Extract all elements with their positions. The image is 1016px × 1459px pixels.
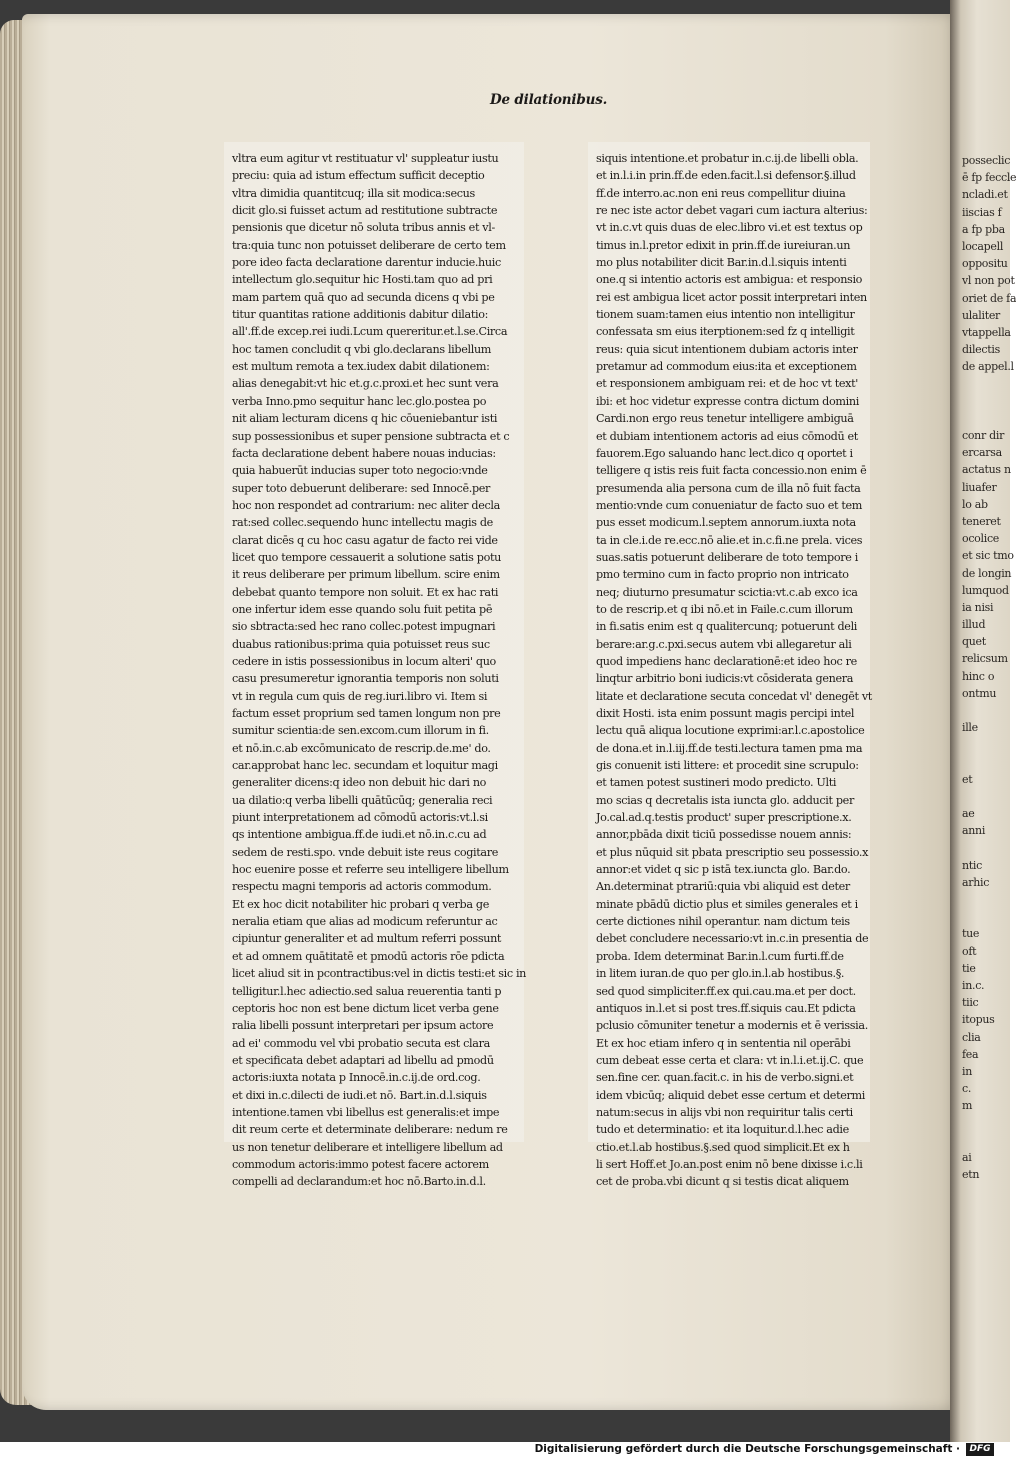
facing-text-line xyxy=(962,788,1012,805)
text-line: us non tenetur deliberare et intelligere libellum ad xyxy=(232,1140,503,1154)
facing-text-line: ulaliter xyxy=(962,308,1000,322)
text-line: to de rescrip.et q ibi nō.et in Faile.c.cum illorum xyxy=(596,602,853,616)
text-line: verba Inno.pmo sequitur hanc lec.glo.postea po xyxy=(232,394,487,408)
facing-text-line: ncladi.et xyxy=(962,188,1008,202)
facing-text-line: ille xyxy=(962,721,978,735)
text-line: certe dictiones nihil operantur. nam dictum teis xyxy=(596,915,850,929)
digitization-footer xyxy=(0,1442,1000,1459)
text-line: mentio:vnde cum conueniatur de facto suo et tem xyxy=(596,498,862,512)
facing-text-line: iiscias f xyxy=(962,205,1002,219)
facing-text-line: anni xyxy=(962,824,986,838)
facing-text-line: posseclic xyxy=(962,154,1011,167)
text-line: Jo.cal.ad.q.testis product' super prescriptione.x. xyxy=(596,811,852,825)
text-line: est multum remota a tex.iudex dabit dilationem: xyxy=(232,360,490,374)
text-line: cipiuntur generaliter et ad multum referri possunt xyxy=(232,932,502,946)
text-line: all'.ff.de excep.rei iudi.Lcum quereritur.et.l.se.Circa xyxy=(232,325,508,339)
text-line: vltra eum agitur vt restituatur vl' suppleatur iustu xyxy=(232,152,499,165)
text-line: qs intentione ambigua.ff.de iudi.et nō.in.c.cu ad xyxy=(232,828,487,842)
text-line: pretamur ad commodum eius:ita et exceptionem xyxy=(596,360,857,374)
text-line: sumitur scientia:de sen.excom.cum illorum in fi. xyxy=(232,724,489,738)
text-line: nit aliam lecturam dicens q hic cōueniebantur isti xyxy=(232,412,498,426)
text-line: gis conuenit isti littere: et procedit sine scrupulo: xyxy=(596,759,859,773)
facing-text-line: tie xyxy=(962,961,976,975)
text-line: licet quo tempore cessauerit a solutione satis potu xyxy=(232,550,501,564)
facing-text-line: ē fp feccle xyxy=(962,171,1016,185)
text-line: car.approbat hanc lec. secundam et loquitur magi xyxy=(232,759,498,773)
facing-text-line: hinc o xyxy=(962,669,995,683)
facing-text-line: locapell xyxy=(962,239,1004,253)
text-line: li sert Hoff.et Jo.an.post enim nō bene dixisse i.c.li xyxy=(596,1157,863,1171)
text-line: hoc tamen concludit q vbi glo.declarans libellum xyxy=(232,342,492,356)
text-line: annor:et videt q sic p istā tex.iuncta glo. Bar.do. xyxy=(596,863,851,877)
text-line: ad ei' commodu vel vbi probatio secuta est clara xyxy=(232,1036,490,1050)
text-line: litate et declaratione secuta concedat vl' denegēt vt xyxy=(596,689,872,703)
text-line: compelli ad declarandum:et hoc nō.Barto.in.d.l. xyxy=(232,1175,486,1189)
facing-text-line xyxy=(962,410,1012,427)
dfg-logo-icon: DFG xyxy=(966,1443,994,1456)
text-line: reus: quia sicut intentionem dubiam actoris inter xyxy=(596,342,858,356)
facing-text-line: dilectis xyxy=(962,343,1000,357)
text-line: dixit Hosti. ista enim possunt magis percipi intel xyxy=(596,707,855,720)
facing-text-line: de appel.l xyxy=(962,360,1014,374)
text-line: et tamen potest sustineri modo predicto. Ulti xyxy=(596,776,837,790)
text-line: rei est ambigua licet actor possit interpretari inten xyxy=(596,290,867,304)
text-line: it reus deliberare per primum libellum. scire enim xyxy=(232,568,500,582)
facing-text-line xyxy=(962,736,1012,753)
text-line: licet aliud sit in pcontractibus:vel in dictis testi:et sic in xyxy=(232,967,527,981)
facing-text-line: teneret xyxy=(962,514,1001,528)
text-line: pmo termino cum in facto proprio non intricato xyxy=(596,568,849,582)
facing-text-line: vl non pot xyxy=(962,274,1015,288)
text-line: duabus rationibus:prima quia potuisset reus suc xyxy=(232,637,490,651)
text-line: et dixi in.c.dilecti de iudi.et nō. Bart.in.d.l.siquis xyxy=(232,1088,487,1102)
facing-text-line: vtappella xyxy=(962,325,1011,339)
facing-text-line xyxy=(962,754,1012,771)
text-line: tra:quia tunc non potuisset deliberare de certo tem xyxy=(232,238,506,252)
text-line: sen.fine cer. quan.facit.c. in his de verbo.signi.et xyxy=(596,1071,854,1085)
facing-text-line: quet xyxy=(962,635,986,649)
text-line: dicit glo.si fuisset actum ad restitutione subtracte xyxy=(232,204,498,218)
text-line: factum esset proprium sed tamen longum non pre xyxy=(232,707,501,720)
text-line: et in.l.i.in prin.ff.de eden.facit.l.si defensor.§.illud xyxy=(596,169,856,183)
facing-text-line: etn xyxy=(962,1168,980,1182)
facing-text-line xyxy=(962,1115,1012,1132)
text-line: et nō.in.c.ab excōmunicato de rescrip.de.me' do. xyxy=(232,741,491,755)
text-line: de dona.et in.l.iij.ff.de testi.lectura tamen pma ma xyxy=(596,741,863,755)
text-line: et responsionem ambiguam rei: et de hoc vt text' xyxy=(596,377,858,391)
text-line: debet concludere necessario:vt in.c.in presentia de xyxy=(596,932,869,946)
text-line: vt in.c.vt quis duas de elec.libro vi.et est textus op xyxy=(596,221,863,235)
text-line: lectu quā aliqua locutione exprimi:ar.l.c.apostolice xyxy=(596,724,865,738)
text-line: timus in.l.pretor edixit in prin.ff.de iureiuran.un xyxy=(596,238,851,252)
text-line: sup possessionibus et super pensione subtracta et c xyxy=(232,429,510,443)
facing-text-line: ntic xyxy=(962,858,982,872)
facing-text-line: et sic tmo xyxy=(962,549,1014,563)
text-line: preciu: quia ad istum effectum sufficit deceptio xyxy=(232,169,485,183)
facing-text-line: ontmu xyxy=(962,686,997,700)
text-line: clarat dicēs q cu hoc casu agatur de facto rei vide xyxy=(232,533,498,547)
facing-text-line: m xyxy=(962,1099,973,1113)
text-line: facta declaratione debent habere nouas inducias: xyxy=(232,446,496,460)
text-line: super toto debuerunt deliberare: sed Innocē.per xyxy=(232,481,491,495)
text-line: actoris:iuxta notata p Innocē.in.c.ij.de ord.cog. xyxy=(232,1071,481,1085)
text-line: alias denegabit:vt hic et.g.c.proxi.et hec sunt vera xyxy=(232,377,499,391)
facing-text-line: tue xyxy=(962,927,980,941)
text-line: sio sbtracta:sed hec rano collec.potest impugnari xyxy=(232,620,496,634)
text-line: berare:ar.g.c.pxi.secus autem vbi allegaretur ali xyxy=(596,637,852,651)
text-line: generaliter dicens:q ideo non debuit hic dari no xyxy=(232,776,487,790)
facing-text-line: lumquod xyxy=(962,583,1009,597)
text-line: sedem de resti.spo. vnde debuit iste reus cogitare xyxy=(232,845,499,859)
text-line: mo scias q decretalis ista iuncta glo. adducit per xyxy=(596,793,854,807)
text-line: intentione.tamen vbi libellus est generalis:et impe xyxy=(232,1105,500,1119)
text-line: cedere in istis possessionibus in locum alteri' quo xyxy=(232,654,496,668)
text-line: minate pbādū dictio plus et similes generales et i xyxy=(596,897,858,911)
text-line: quod impediens hanc declarationē:et ideo hoc re xyxy=(596,654,857,668)
text-line: debebat quanto tempore non soluit. Et ex hac rati xyxy=(232,585,499,599)
facing-text-line: c. xyxy=(962,1082,972,1096)
facing-text-line xyxy=(962,891,1012,908)
text-line: proba. Idem determinat Bar.in.l.cum furti.ff.de xyxy=(596,949,844,963)
facing-text-line: fea xyxy=(962,1047,979,1061)
facing-text-line: conr dir xyxy=(962,429,1005,442)
text-line: Et ex hoc dicit notabiliter hic probari q verba ge xyxy=(232,897,489,911)
text-line: hoc euenire posse et referre seu intelligere libellum xyxy=(232,863,509,877)
text-line: neq; diuturno presumatur scictia:vt.c.ab exco ica xyxy=(596,585,858,599)
facing-text-line xyxy=(962,702,1012,719)
text-line: et dubiam intentionem actoris ad eius cōmodū et xyxy=(596,429,858,443)
right-text-column xyxy=(596,150,872,1191)
facing-text-line: ai xyxy=(962,1150,972,1164)
facing-text-line: itopus xyxy=(962,1013,995,1027)
running-head: De dilationibus. xyxy=(490,92,608,108)
facing-text-line: ercarsa xyxy=(962,446,1002,460)
text-line: idem vbicūq; aliquid debet esse certum et determi xyxy=(596,1088,865,1102)
text-line: vt in regula cum quis de reg.iuri.libro vi. Item si xyxy=(232,689,488,703)
facing-text-line: oriet de fa xyxy=(962,291,1016,305)
text-line: dit reum certe et determinate deliberare: nedum re xyxy=(232,1123,508,1137)
text-line: neralia etiam que alias ad modicum referuntur ac xyxy=(232,915,498,929)
text-line: ceptoris hoc non est bene dictum licet verba gene xyxy=(232,1001,499,1015)
text-line: hoc non respondet ad contrarium: nec aliter decla xyxy=(232,498,500,512)
text-line: in fi.satis enim est q qualitercunq; potuerunt deli xyxy=(596,620,858,634)
text-line: telligitur.l.hec adiectio.sed salua reuerentia tanti p xyxy=(232,984,502,998)
text-line: casu presumeretur ignorantia temporis non soluti xyxy=(232,672,499,686)
footer-credit-text: Digitalisierung gefördert durch die Deutsche Forschungsgemeinschaft · xyxy=(534,1443,960,1455)
text-line: piunt interpretationem ad cōmodū actoris:vt.l.si xyxy=(232,811,488,825)
text-line: mam partem quā quo ad secunda dicens q vbi pe xyxy=(232,290,495,304)
text-line: annor,pbāda dixit ticiū possedisse nouem annis: xyxy=(596,828,852,842)
text-line: natum:secus in alijs vbi non requiritur talis certi xyxy=(596,1105,853,1119)
text-line: et plus nūquid sit pbata prescriptio seu possessio.x xyxy=(596,845,869,859)
text-line: intellectum glo.sequitur hic Hosti.tam quo ad pri xyxy=(232,273,493,287)
text-line: quia habuerūt inducias super toto negocio:vnde xyxy=(232,464,488,478)
facing-text-line: tiic xyxy=(962,996,979,1010)
text-line: ua dilatio:q verba libelli quātūcūq; generalia reci xyxy=(232,793,493,807)
text-line: linqtur arbitrio boni iudicis:vt cōsiderata genera xyxy=(596,672,854,686)
text-line: titur quantitas ratione additionis dabitur dilatio: xyxy=(232,308,489,322)
facing-text-line xyxy=(962,1132,1012,1149)
facing-text-line: ia nisi xyxy=(962,600,994,614)
text-line: commodum actoris:immo potest facere actorem xyxy=(232,1157,489,1171)
left-text-column xyxy=(232,150,527,1191)
text-line: pensionis que dicetur nō soluta tribus annis et vl- xyxy=(232,221,495,235)
facing-text-line: oft xyxy=(962,944,977,958)
text-line: fauorem.Ego saluando hanc lect.dico q oportet i xyxy=(596,446,853,460)
facing-text-line: actatus n xyxy=(962,463,1011,477)
text-line: Et ex hoc etiam infero q in sententia nil operābi xyxy=(596,1036,851,1050)
facing-text-line xyxy=(962,375,1012,392)
facing-page xyxy=(950,0,1016,1442)
facing-text-line: ocolice xyxy=(962,532,1000,546)
text-line: tionem suam:tamen eius intentio non intelligitur xyxy=(596,308,855,322)
facing-text-line: oppositu xyxy=(962,257,1008,271)
facing-text-line: de longin xyxy=(962,566,1012,580)
text-line: pus esset modicum.l.septem annorum.iuxta nota xyxy=(596,516,856,530)
text-line: vltra dimidia quantitcuq; illa sit modica:secus xyxy=(232,186,475,200)
facing-text-line: a fp pba xyxy=(962,222,1005,236)
facing-text-line: illud xyxy=(962,618,986,632)
text-line: confessata sm eius iterptionem:sed fz q intelligit xyxy=(596,325,855,339)
text-line: siquis intentione.et probatur in.c.ij.de libelli obla. xyxy=(596,152,859,165)
facing-text-line: clia xyxy=(962,1030,981,1044)
text-line: telligere q istis reis fuit facta concessio.non enim ē xyxy=(596,464,867,478)
text-line: tudo et determinatio: et ita loquitur.d.l.hec adie xyxy=(596,1123,849,1137)
text-line: in litem iuran.de quo per glo.in.l.ab hostibus.§. xyxy=(596,967,845,981)
facing-text-line xyxy=(962,840,1012,857)
text-line: cum debeat esse certa et clara: vt in.l.i.et.ij.C. que xyxy=(596,1053,864,1067)
text-line: An.determinat ptrariū:quia vbi aliquid est deter xyxy=(596,880,850,894)
facing-text-line: ae xyxy=(962,807,975,821)
text-line: ff.de interro.ac.non eni reus compellitur diuina xyxy=(596,186,846,200)
text-line: sed quod simpliciter.ff.ex qui.cau.ma.et per doct. xyxy=(596,984,856,998)
text-line: ta in cle.i.de re.ecc.nō alie.et in.c.fi.ne prela. vices xyxy=(596,533,863,547)
text-line: mo plus notabiliter dicit Bar.in.d.l.siquis intenti xyxy=(596,256,847,270)
facing-text-line: in xyxy=(962,1064,973,1078)
text-line: one.q si intentio actoris est ambigua: et responsio xyxy=(596,273,863,287)
facing-text-line: liuafer xyxy=(962,480,997,494)
text-line: antiquos in.l.et si post tres.ff.siquis cau.Et pdicta xyxy=(596,1001,856,1015)
text-line: re nec iste actor debet vagari cum iactura alterius: xyxy=(596,204,868,218)
facing-text-line: arhic xyxy=(962,875,990,889)
text-line: presumenda alia persona cum de illa nō fuit facta xyxy=(596,481,861,495)
text-line: cet de proba.vbi dicunt q si testis dicat aliquem xyxy=(596,1175,849,1189)
text-line: respectu magni temporis ad actoris commodum. xyxy=(232,880,492,894)
facing-text-line: lo ab xyxy=(962,497,988,511)
text-line: rat:sed collec.sequendo hunc intellectu magis de xyxy=(232,516,493,530)
text-line: ralia libelli possunt interpretari per ipsum actore xyxy=(232,1019,494,1033)
facing-text-line xyxy=(962,908,1012,925)
text-line: ibi: et hoc videtur expresse contra dictum domini xyxy=(596,394,859,408)
text-line: Cardi.non ergo reus tenetur intelligere ambiguā xyxy=(596,412,854,426)
text-line: one infertur idem esse quando solu fuit petita pē xyxy=(232,602,493,616)
text-line: et specificata debet adaptari ad libellu ad pmodū xyxy=(232,1053,494,1067)
text-line: pclusio cōmuniter tenetur a modernis et ē verissia. xyxy=(596,1019,868,1033)
facing-page-text xyxy=(962,152,1016,1183)
facing-text-line: et xyxy=(962,772,973,786)
facing-text-line xyxy=(962,393,1012,410)
text-line: pore ideo facta declaratione darentur inducie.huic xyxy=(232,256,501,270)
facing-text-line: relicsum xyxy=(962,652,1008,666)
text-line: et ad omnem quātitatē et pmodū actoris rōe pdicta xyxy=(232,949,505,963)
text-line: ctio.et.l.ab hostibus.§.sed quod simplicit.Et ex h xyxy=(596,1140,850,1154)
text-line: suas.satis potuerunt deliberare de toto tempore i xyxy=(596,550,858,564)
facing-text-line: in.c. xyxy=(962,979,985,992)
